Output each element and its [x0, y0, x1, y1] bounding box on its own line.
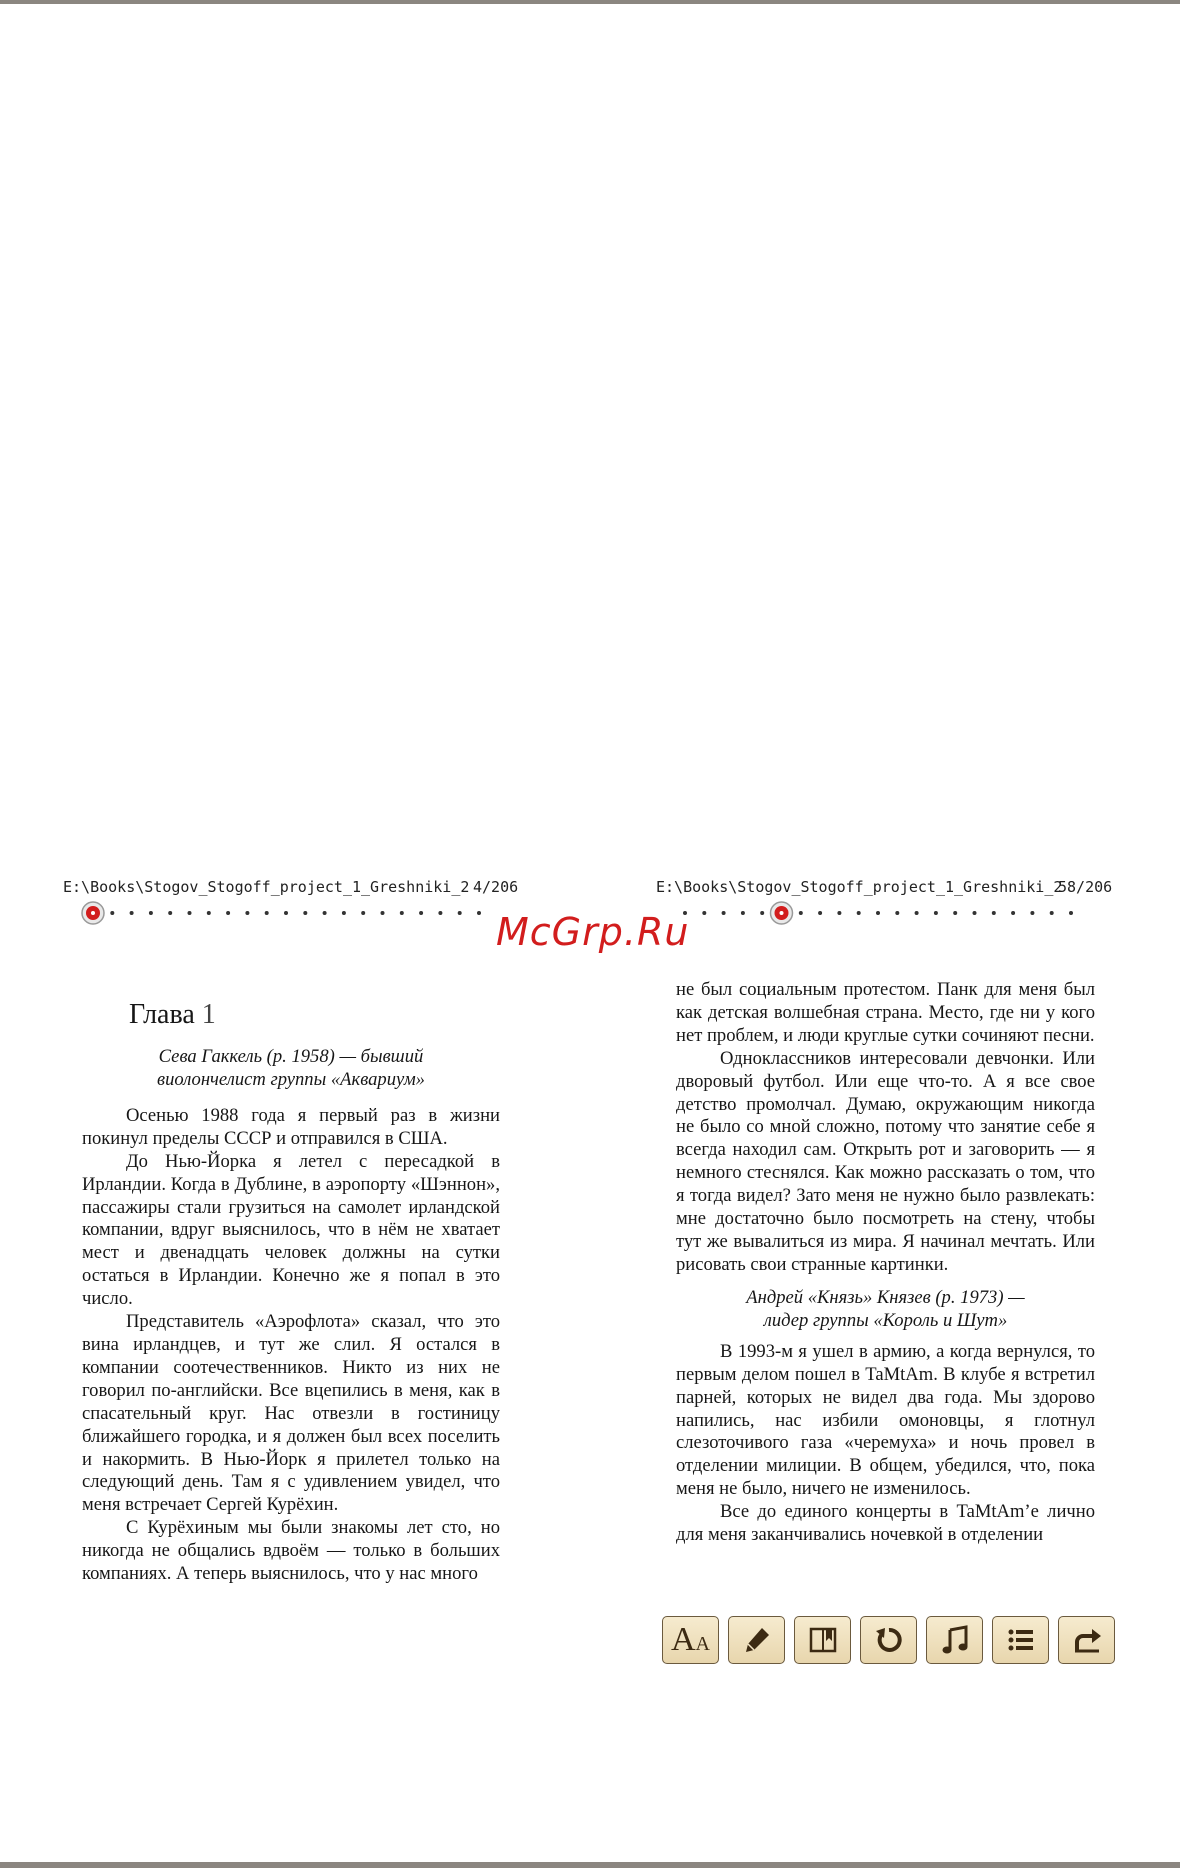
paragraph: С Курёхиным мы были знакомы лет сто, но никогда не общались вдвоём — только в больших компаниях. А теперь выяснилось, что у нас много [82, 1517, 500, 1585]
right-progress-dot[interactable] [934, 911, 938, 915]
epigraph-line: Андрей «Князь» Князев (р. 1973) — [746, 1286, 1025, 1308]
bottom-frame-border [0, 1862, 1180, 1868]
chapter-word: Глава [129, 999, 195, 1030]
left-marker-highlight [91, 911, 95, 915]
right-progress-dot[interactable] [741, 911, 745, 915]
right-page-header [656, 878, 1062, 896]
contents-button[interactable] [992, 1616, 1049, 1664]
left-progress-dot[interactable] [477, 911, 481, 915]
left-progress-dot[interactable] [419, 911, 423, 915]
left-progress-bar[interactable] [80, 900, 510, 926]
right-page [676, 979, 1095, 1547]
left-progress-dot[interactable] [265, 911, 269, 915]
right-progress-dot[interactable] [1069, 911, 1073, 915]
font-size-icon: AA [670, 1621, 710, 1658]
left-progress-dot[interactable] [207, 911, 211, 915]
right-progress-dot[interactable] [1050, 911, 1054, 915]
right-epigraph [676, 1286, 1095, 1332]
paragraph: Представитель «Аэрофлота» сказал, что это вина ирландцев, и тут же слил. Я остался в компании соотечественников. Никто из них не говорил по-английски. Все вцепились в меня, как в спасательный круг. Нас отвезли в гостиницу ближайшего городка, и я должен был всех поселить и накормить. В Нью-Йорк я прилетел только на следующий день. Там я с удивлением увидел, что меня встречает Сергей Курёхин. [82, 1311, 500, 1516]
left-progress-dot[interactable] [226, 911, 230, 915]
left-progress-dot[interactable] [110, 911, 114, 915]
epigraph-line: виолончелист группы «Аквариум» [157, 1068, 425, 1090]
left-progress-dot[interactable] [381, 911, 385, 915]
right-progress-dot[interactable] [702, 911, 706, 915]
left-progress-dot[interactable] [361, 911, 365, 915]
left-progress-dot[interactable] [458, 911, 462, 915]
paragraph-continuation: не был социальным протестом. Панк для меня был как детская волшебная страна. Место, где ни у кого нет проблем, и люди круглые сутки сочиняют песни. [676, 979, 1095, 1046]
right-progress-dot[interactable] [1011, 911, 1015, 915]
right-progress-dot[interactable] [992, 911, 996, 915]
forward-icon [1070, 1623, 1104, 1657]
left-progress-dot[interactable] [245, 911, 249, 915]
left-progress-dot[interactable] [303, 911, 307, 915]
refresh-icon [872, 1623, 906, 1657]
reader-toolbar [662, 1616, 1115, 1664]
rotate-button[interactable] [860, 1616, 917, 1664]
list-icon [1004, 1623, 1038, 1657]
music-button[interactable] [926, 1616, 983, 1664]
right-progress-dot[interactable] [876, 911, 880, 915]
chapter-number: 1 [201, 999, 216, 1030]
right-progress-dot[interactable] [799, 911, 803, 915]
paragraph: Одноклассников интересовали девчонки. Или дворовый футбол. Или еще что-то. А я все свое детство промолчал. Думаю, окружающим никогда не было со мной сложно, потому что занятие себе я всегда находил сам. Открыть рот и заговорить — я немного стеснялся. Как можно рассказать о том, что я тогда видел? Зато меня не нужно было развлекать: мне достаточно было посмотреть на стену, чтобы тут же вывалиться из мира. Я начинал мечтать. Или рисовать свои странные картинки. [676, 1047, 1095, 1275]
left-progress-dot[interactable] [188, 911, 192, 915]
left-progress-dot[interactable] [400, 911, 404, 915]
right-progress-dot[interactable] [1030, 911, 1034, 915]
watermark: McGrp.Ru [496, 910, 690, 954]
right-progress-dot[interactable] [973, 911, 977, 915]
music-note-icon [938, 1623, 972, 1657]
paragraph: Осенью 1988 года я первый раз в жизни покинул пределы СССР и отправился в США. [82, 1104, 500, 1149]
pen-icon [740, 1623, 774, 1657]
right-progress-dot[interactable] [857, 911, 861, 915]
right-file-path: E:\Books\Stogov_Stogoff_project_1_Greshniki_2 [656, 878, 1063, 896]
right-progress-dot[interactable] [722, 911, 726, 915]
right-progress-bar[interactable] [672, 900, 1102, 926]
left-progress-dot[interactable] [342, 911, 346, 915]
annotate-button[interactable] [728, 1616, 785, 1664]
right-marker-highlight [780, 911, 784, 915]
right-page-indicator: 58/206 [1058, 878, 1113, 896]
bookmarks-button[interactable] [794, 1616, 851, 1664]
left-page-indicator: 4/206 [473, 878, 519, 896]
epigraph-line: Сева Гаккель (р. 1958) — бывший [158, 1045, 424, 1067]
paragraph: До Нью-Йорка я летел с пересадкой в Ирландии. Когда в Дублине, в аэропорту «Шэннон», пассажиры стали грузиться на самолет ирландской компании, вдруг выяснилось, что в нём не хватает мест и двенадцать человек должны на сутки остаться в Ирландии. Конечно же я попал в это число. [82, 1150, 500, 1310]
left-progress-dot[interactable] [438, 911, 442, 915]
epigraph-line: лидер группы «Король и Шут» [763, 1309, 1008, 1331]
right-progress-dot[interactable] [760, 911, 764, 915]
paragraph: В 1993-м я ушел в армию, а когда вернулся, то первым делом пошел в TaMtAm. В клубе я встретил парней, которых не видел два года. Мы здорово напились, нас избили омоновцы, я глотнул слезоточивого газа «черемуха» и ночь провел в отделении милиции. В общем, убедился, что, пока меня не было, ничего не изменилось. [676, 1340, 1095, 1500]
left-progress-dot[interactable] [130, 911, 134, 915]
goto-button[interactable] [1058, 1616, 1115, 1664]
left-progress-dot[interactable] [149, 911, 153, 915]
chapter-title [129, 999, 500, 1030]
left-progress-dot[interactable] [284, 911, 288, 915]
left-progress-dot[interactable] [323, 911, 327, 915]
left-file-path: E:\Books\Stogov_Stogoff_project_1_Greshniki_2 [63, 878, 470, 896]
right-progress-dot[interactable] [953, 911, 957, 915]
left-epigraph [82, 1045, 500, 1091]
left-progress-dot[interactable] [168, 911, 172, 915]
top-frame-border [0, 0, 1180, 4]
right-progress-dot[interactable] [895, 911, 899, 915]
left-page [82, 999, 500, 1586]
paragraph: Все до единого концерты в TaMtAm’е лично для меня заканчивались ночевкой в отделении [676, 1501, 1095, 1546]
right-progress-dot[interactable] [818, 911, 822, 915]
right-progress-dot[interactable] [915, 911, 919, 915]
font-size-button[interactable] [662, 1616, 719, 1664]
right-progress-dot[interactable] [837, 911, 841, 915]
left-page-header [63, 878, 469, 896]
bookmark-book-icon [806, 1623, 840, 1657]
